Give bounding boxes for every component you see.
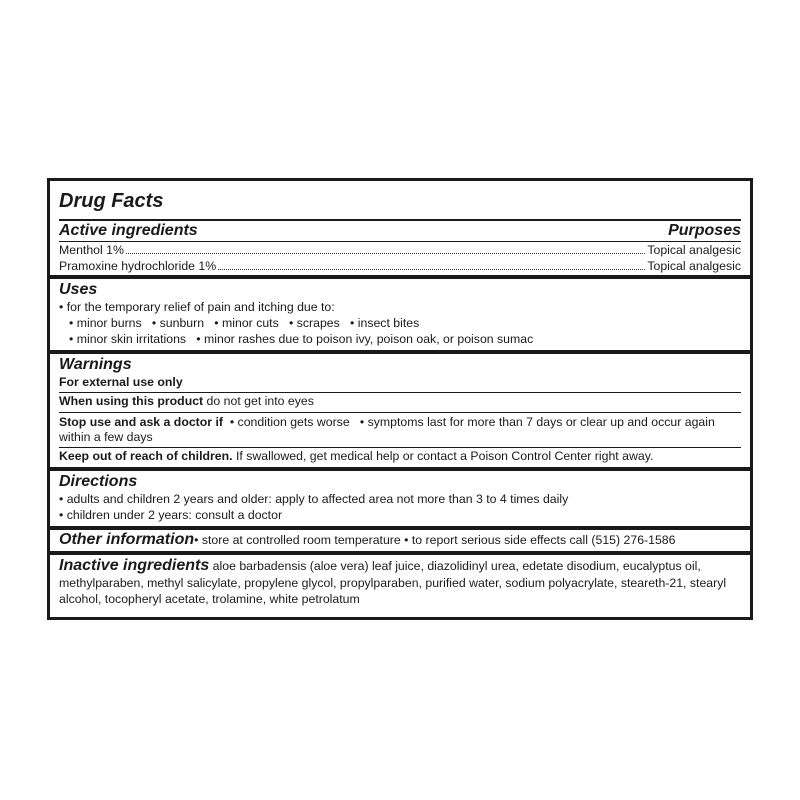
active-header — [59, 222, 741, 240]
drug-facts-label — [47, 178, 753, 620]
leader-dots — [126, 253, 645, 254]
page-title: Drug Facts — [59, 190, 164, 212]
ingredient-name: Pramoxine hydrochloride 1% — [59, 259, 217, 273]
when-using-label: When using this product — [59, 394, 204, 408]
when-using-body: do not get into eyes — [203, 394, 314, 408]
ingredient-name: Menthol 1% — [59, 243, 124, 257]
active-ingredients-heading: Active ingredients — [59, 222, 198, 239]
stop-use-label: Stop use and ask a doctor if — [59, 415, 223, 429]
section-divider — [50, 275, 750, 279]
section-divider — [50, 526, 750, 530]
divider — [59, 447, 741, 448]
directions-line: • children under 2 years: consult a doctor — [59, 508, 283, 522]
keep-out-label: Keep out of reach of children. — [59, 449, 233, 463]
inactive-ingredients-heading: Inactive ingredients — [59, 557, 210, 574]
uses-line: • minor skin irritations • minor rashes due to poison ivy, poison oak, or poison sumac — [69, 332, 534, 346]
inactive-ingredients — [59, 557, 741, 607]
directions-line: • adults and children 2 years and older: apply to affected area not more than 3 to 4 times daily — [59, 492, 569, 506]
leader-dots — [218, 269, 645, 270]
ingredient-row — [59, 259, 741, 274]
divider — [59, 219, 741, 221]
ingredient-purpose: Topical analgesic — [647, 243, 741, 257]
divider — [59, 412, 741, 413]
purposes-heading: Purposes — [668, 222, 741, 239]
inactive-ingredients-text: aloe barbadensis (aloe vera) leaf juice, diazolidinyl urea, edetate disodium, eucalyptus oil, methylparaben, methyl salicylate, propylene glycol, propylparaben, purified water, sodium polyacrylate, steareth-21, stearyl alcohol, tocopheryl acetate, trolamine, white petrolatum — [59, 559, 727, 606]
directions-heading: Directions — [59, 473, 138, 490]
external-use-text: For external use only — [59, 375, 183, 389]
section-divider — [50, 551, 750, 555]
divider — [59, 392, 741, 393]
stop-use-body: • condition gets worse • symptoms last for more than 7 days or clear up and occur again within a few days — [59, 415, 719, 444]
uses-intro: • for the temporary relief of pain and itching due to: — [59, 300, 335, 314]
other-info-text: • store at controlled room temperature • to report serious side effects call (515) 276-1586 — [194, 533, 676, 547]
section-divider — [50, 467, 750, 471]
keep-out-text — [59, 449, 741, 464]
when-using-text — [59, 394, 741, 409]
section-divider — [50, 350, 750, 354]
other-info-heading: Other information — [59, 531, 195, 548]
uses-heading: Uses — [59, 281, 98, 298]
ingredient-purpose: Topical analgesic — [647, 259, 741, 273]
stop-use-text — [59, 415, 741, 445]
uses-line: • minor burns • sunburn • minor cuts • scrapes • insect bites — [69, 316, 420, 330]
keep-out-body: If swallowed, get medical help or contact a Poison Control Center right away. — [232, 449, 654, 463]
divider — [59, 241, 741, 242]
other-info-row — [59, 531, 741, 549]
ingredient-row — [59, 243, 741, 258]
warnings-heading: Warnings — [59, 356, 132, 373]
